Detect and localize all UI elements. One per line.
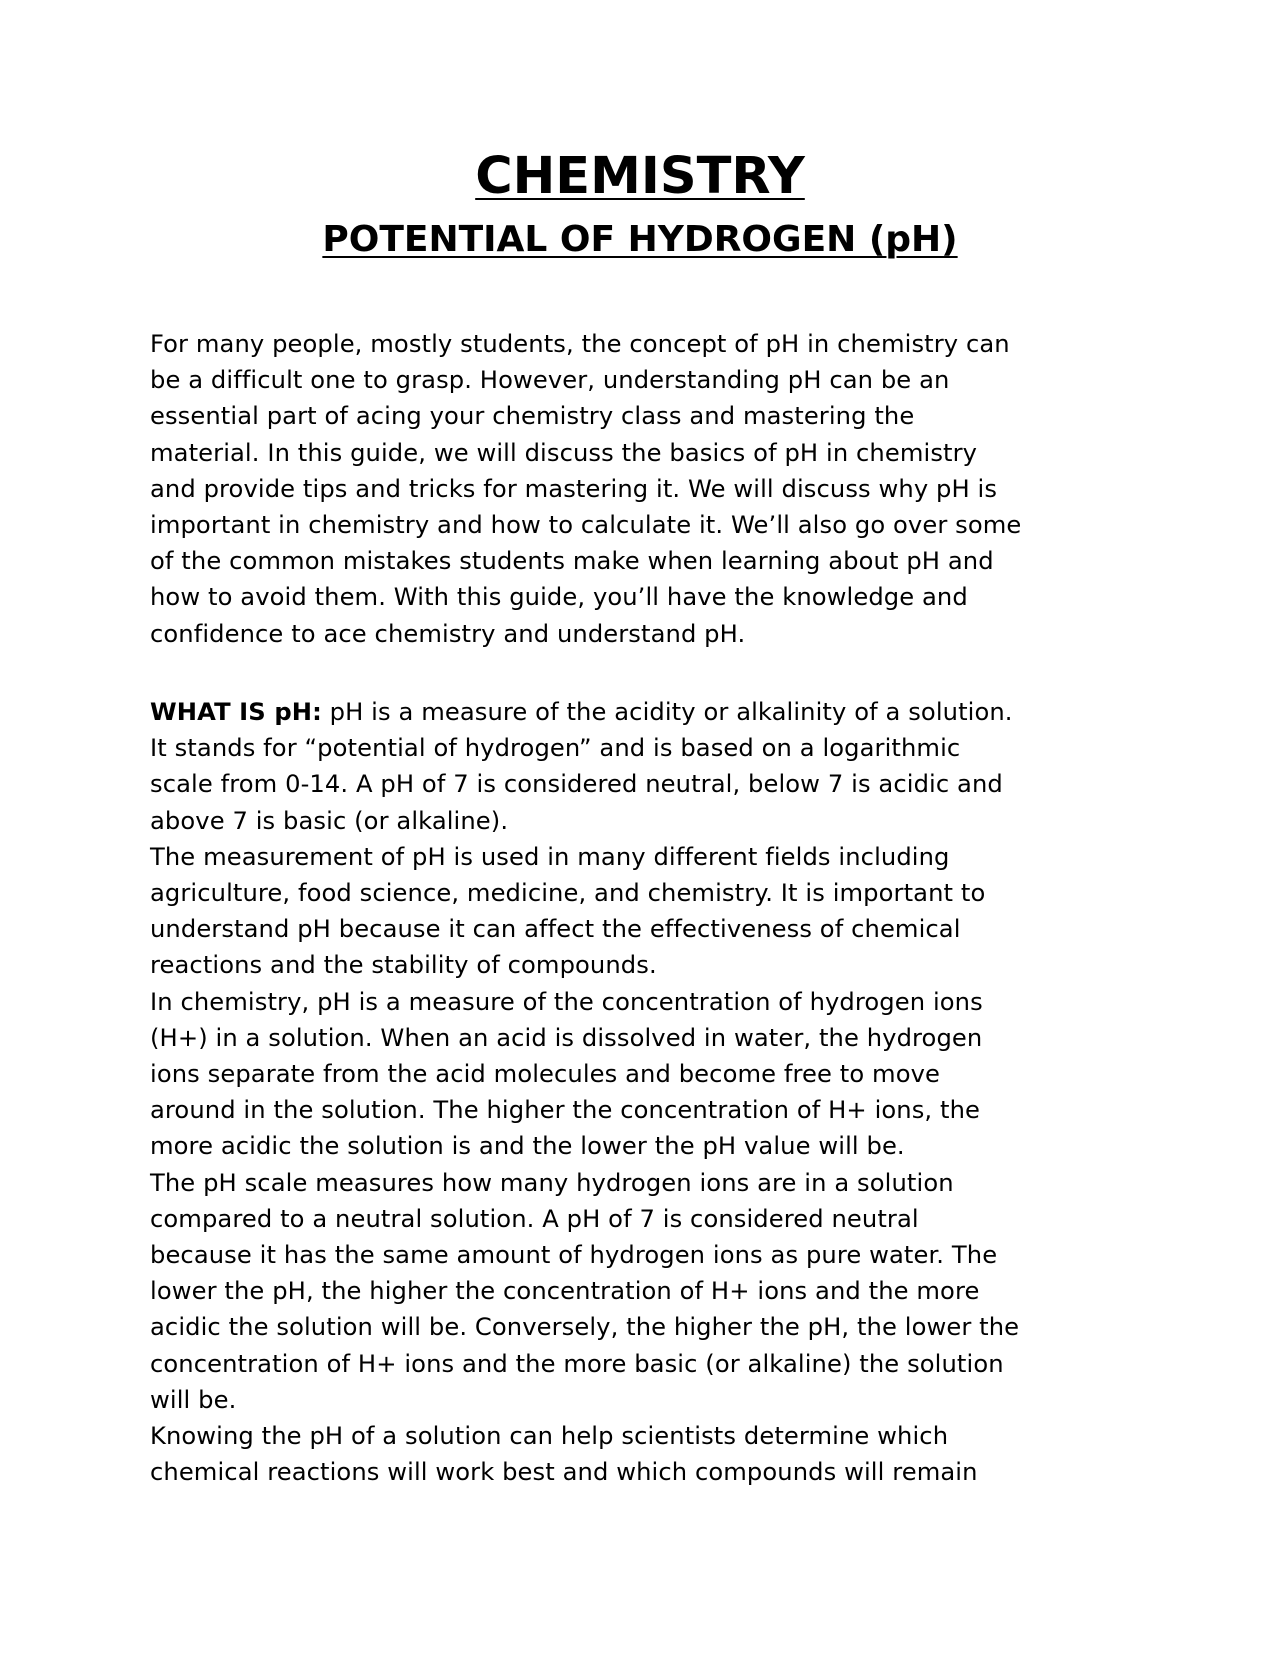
text-line: chemical reactions will work best and which compounds will remain bbox=[150, 1458, 978, 1487]
text-line: It stands for “potential of hydrogen” and is based on a logarithmic bbox=[150, 734, 961, 763]
text-line: because it has the same amount of hydrogen ions as pure water. The bbox=[150, 1241, 998, 1270]
text-line: how to avoid them. With this guide, you’ll have the knowledge and bbox=[150, 583, 968, 612]
text-line: acidic the solution will be. Conversely, the higher the pH, the lower the bbox=[150, 1313, 1020, 1342]
text-line: more acidic the solution is and the lower the pH value will be. bbox=[150, 1132, 905, 1161]
page-title: CHEMISTRY bbox=[475, 147, 805, 206]
text-line: The measurement of pH is used in many different fields including bbox=[150, 842, 950, 871]
text-line: above 7 is basic (or alkaline). bbox=[150, 806, 509, 835]
text-line: agriculture, food science, medicine, and chemistry. It is important to bbox=[150, 879, 986, 908]
text-line: will be. bbox=[150, 1385, 237, 1414]
text-line: Knowing the pH of a solution can help scientists determine which bbox=[150, 1422, 949, 1451]
text-line: understand pH because it can affect the effectiveness of chemical bbox=[150, 915, 961, 944]
text-line: important in chemistry and how to calculate it. We’ll also go over some bbox=[150, 511, 1022, 540]
text-line: In chemistry, pH is a measure of the concentration of hydrogen ions bbox=[150, 987, 983, 1016]
text-line: scale from 0-14. A pH of 7 is considered neutral, below 7 is acidic and bbox=[150, 770, 1003, 799]
text-line: of the common mistakes students make when learning about pH and bbox=[150, 547, 994, 576]
text-line: ions separate from the acid molecules and become free to move bbox=[150, 1060, 940, 1089]
text-line: be a difficult one to grasp. However, understanding pH can be an bbox=[150, 366, 950, 395]
what-is-ph-section bbox=[150, 694, 1160, 1490]
section-label: WHAT IS pH: bbox=[150, 698, 322, 726]
text-line: (H+) in a solution. When an acid is dissolved in water, the hydrogen bbox=[150, 1023, 983, 1052]
section-first-line bbox=[150, 694, 1160, 730]
section-first-line-text: pH is a measure of the acidity or alkalinity of a solution. bbox=[321, 698, 1013, 726]
text-line: and provide tips and tricks for mastering it. We will discuss why pH is bbox=[150, 474, 998, 503]
text-line: The pH scale measures how many hydrogen ions are in a solution bbox=[150, 1168, 954, 1197]
text-line: around in the solution. The higher the concentration of H+ ions, the bbox=[150, 1096, 980, 1125]
page-subtitle: POTENTIAL OF HYDROGEN (pH) bbox=[322, 219, 958, 260]
text-line: concentration of H+ ions and the more basic (or alkaline) the solution bbox=[150, 1349, 1004, 1378]
text-line: lower the pH, the higher the concentration of H+ ions and the more bbox=[150, 1277, 980, 1306]
text-line: essential part of acing your chemistry class and mastering the bbox=[150, 402, 915, 431]
text-line: For many people, mostly students, the concept of pH in chemistry can bbox=[150, 330, 1010, 358]
text-line: reactions and the stability of compounds. bbox=[150, 951, 657, 980]
text-line: confidence to ace chemistry and understand pH. bbox=[150, 619, 746, 648]
text-line: compared to a neutral solution. A pH of 7 is considered neutral bbox=[150, 1204, 919, 1233]
intro-paragraph bbox=[150, 326, 1160, 652]
text-line: material. In this guide, we will discuss the basics of pH in chemistry bbox=[150, 438, 978, 467]
